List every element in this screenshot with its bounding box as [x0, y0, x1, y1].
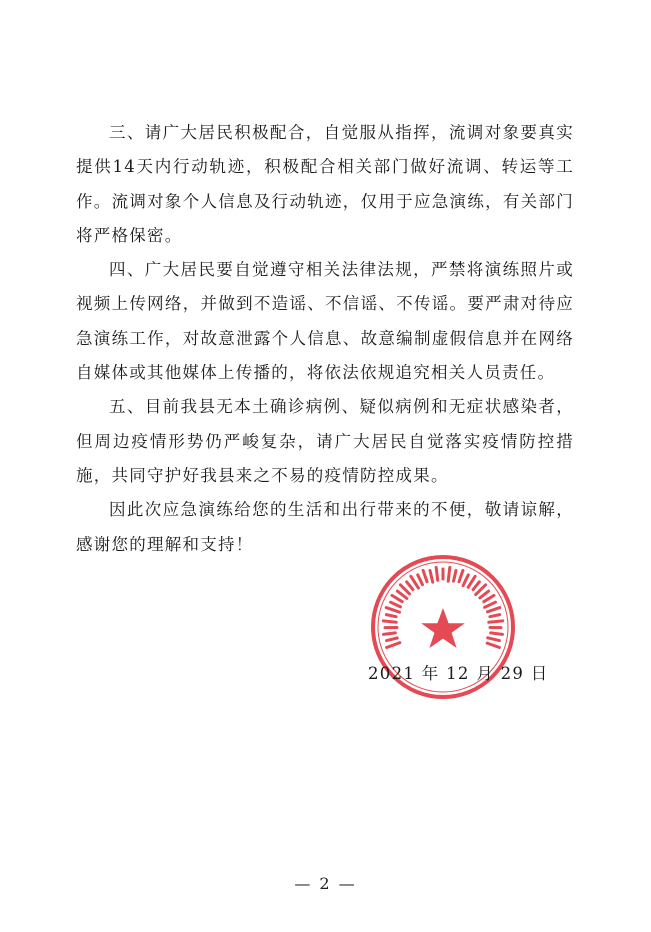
paragraph-closing: 因此次应急演练给您的生活和出行带来的不便，敬请谅解，感谢您的理解和支持！	[76, 500, 574, 554]
seal-mark	[386, 608, 399, 613]
seal-mark	[397, 591, 407, 598]
seal-mark	[387, 643, 400, 648]
seal-mark	[488, 638, 500, 641]
seal-mark	[484, 595, 494, 601]
seal-mark	[387, 638, 398, 641]
seal-mark	[473, 582, 479, 590]
seal-mark	[392, 595, 402, 601]
seal-mark	[463, 575, 468, 586]
seal-mark	[485, 602, 496, 607]
document-body	[76, 116, 574, 562]
seal-mark	[490, 615, 500, 617]
seal-mark	[386, 615, 396, 617]
seal-mark	[423, 570, 427, 581]
paragraph-4: 四、广大居民要自觉遵守相关法律法规，严禁将演练照片或视频上传网络，并做到不造谣、不信谣、不传谣。要严肃对待应急演练工作，对故意泄露个人信息、故意编制虚假信息并在网络自媒体或其他媒体上传播的，将依法依规追究相关人员责任。	[76, 260, 574, 383]
seal-mark	[436, 567, 438, 580]
document-date: 2021 年 12 月 29 日	[368, 664, 549, 683]
paragraph-5: 五、目前我县无本土确诊病例、疑似病例和无症状感染者，但周边疫情形势仍严峻复杂，请广大居民自觉落实疫情防控措施，共同守护好我县来之不易的疫情防控成果。	[76, 397, 574, 485]
paragraph-3: 三、请广大居民积极配合，自觉服从指挥，流调对象要真实提供14天内行动轨迹，积极配合相关部门做好流调、转运等工作。流调对象个人信息及行动轨迹，仅用于应急演练，有关部门将严格保密。	[76, 123, 574, 245]
seal-mark	[487, 643, 499, 647]
seal-mark	[488, 608, 500, 612]
seal-mark	[454, 571, 457, 582]
seal-mark	[448, 567, 450, 581]
seal-mark	[384, 633, 396, 635]
seal-mark	[418, 575, 423, 585]
seal-mark	[459, 570, 463, 581]
seal-mark	[430, 571, 433, 583]
seal-mark	[480, 591, 489, 598]
page-number: — 2 —	[294, 874, 357, 893]
seal-mark	[407, 582, 413, 590]
seal-mark	[491, 633, 503, 635]
seal-mark	[468, 576, 475, 587]
seal-mark	[391, 602, 401, 607]
seal-mark	[489, 621, 503, 622]
seal-mark	[383, 621, 396, 622]
